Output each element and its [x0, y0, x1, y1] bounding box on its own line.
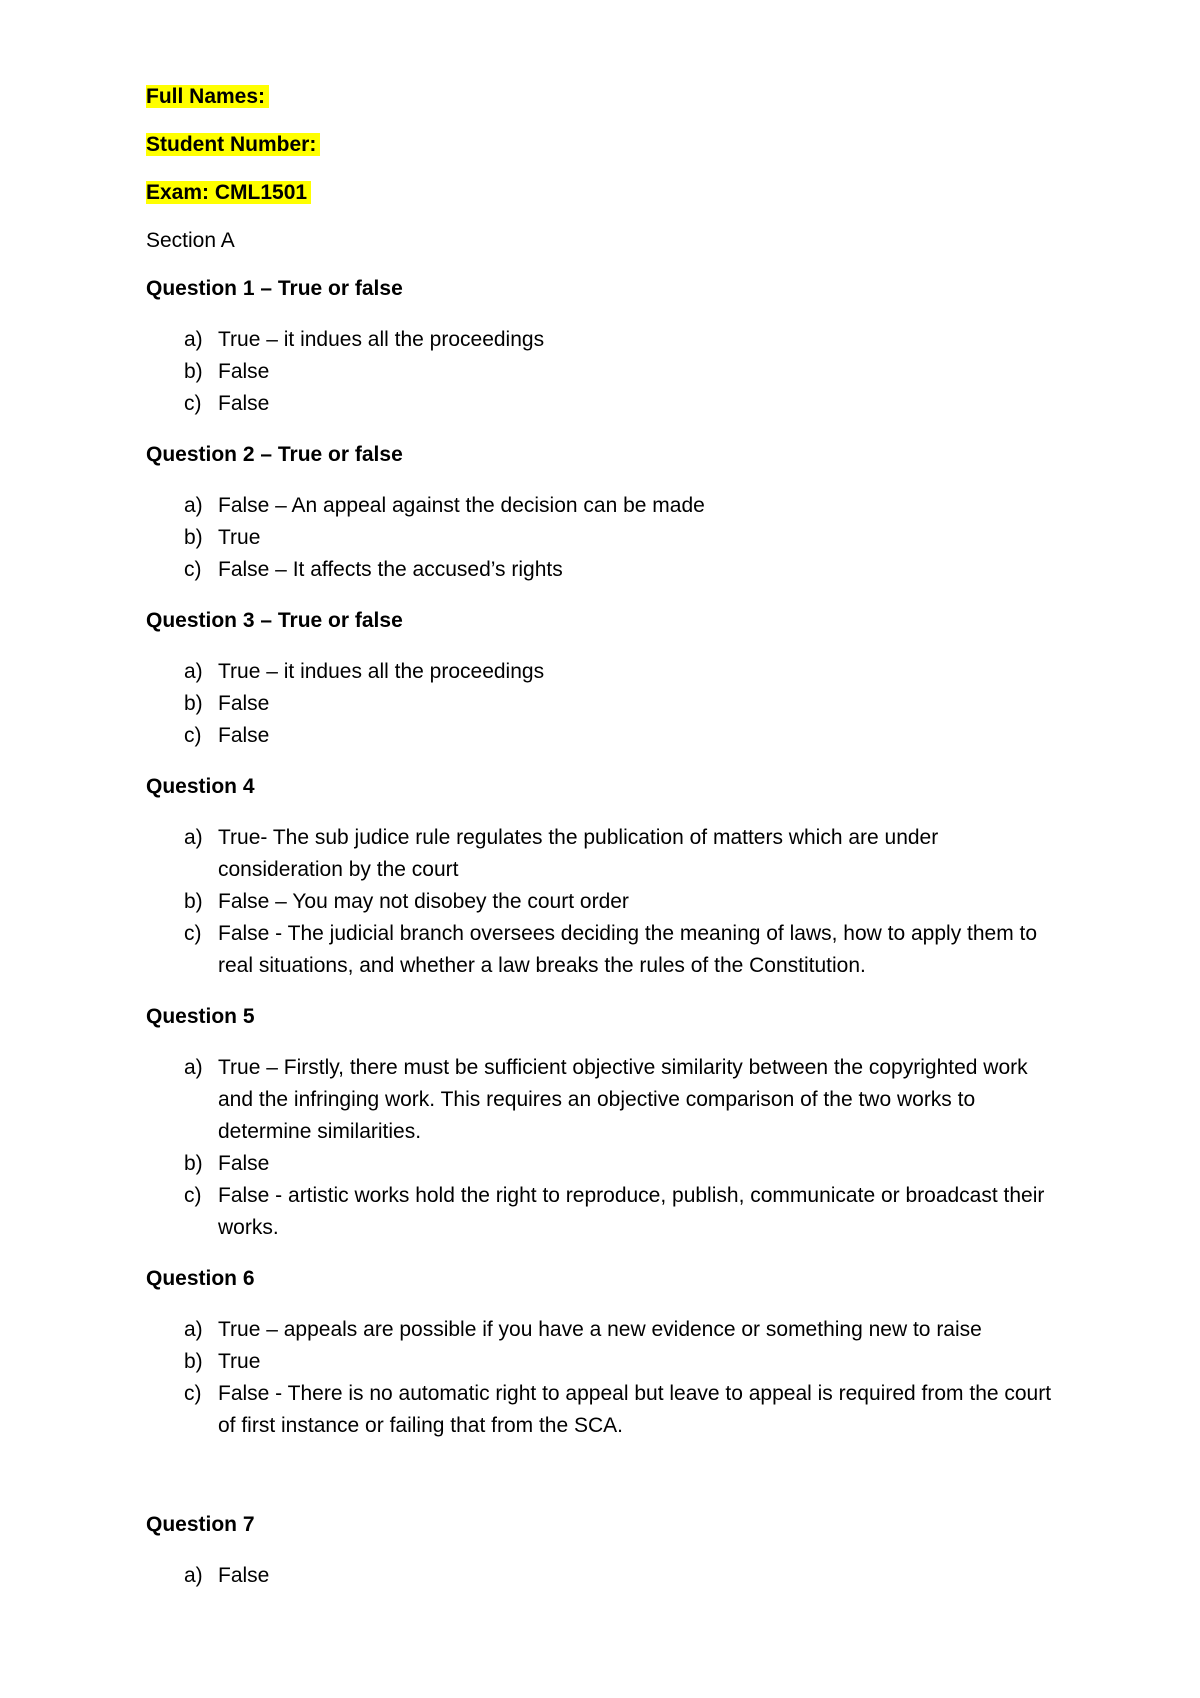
full-names-label: Full Names:: [146, 85, 269, 108]
answer-letter: a): [184, 1056, 203, 1079]
answer-letter: b): [184, 526, 203, 549]
question-title: Question 1 – True or false: [146, 277, 403, 300]
student-number-label: Student Number:: [146, 133, 320, 156]
question-title: Question 6: [146, 1267, 255, 1290]
question-title: Question 7: [146, 1513, 255, 1536]
answer-text: False – An appeal against the decision can be made: [218, 494, 705, 517]
answer-list: [146, 324, 1066, 420]
answer-list: [146, 1052, 1066, 1244]
answer-item: [146, 1180, 1066, 1244]
answer-letter: b): [184, 1350, 203, 1373]
answer-item: [146, 522, 1066, 554]
answer-text: True – it indues all the proceedings: [218, 660, 545, 683]
answer-item: [146, 1560, 1066, 1592]
answer-text: False - There is no automatic right to appeal but leave to appeal is required from the court of first instance or failing that from the SCA.: [218, 1382, 1052, 1437]
answer-item: [146, 822, 1066, 886]
answer-letter: a): [184, 1564, 203, 1587]
answer-item: [146, 918, 1066, 982]
answer-text: True – appeals are possible if you have a new evidence or something new to raise: [218, 1318, 982, 1341]
answer-item: [146, 886, 1066, 918]
student-number-line: [146, 132, 1066, 158]
answer-list: [146, 822, 1066, 982]
answer-item: [146, 490, 1066, 522]
full-names-line: [146, 84, 1066, 110]
answer-letter: b): [184, 890, 203, 913]
exam-line: [146, 180, 1066, 206]
answer-item: [146, 1052, 1066, 1148]
answer-text: False: [218, 392, 270, 415]
answer-list: [146, 656, 1066, 752]
answer-text: False – It affects the accused’s rights: [218, 558, 563, 581]
answer-item: [146, 388, 1066, 420]
question-title: Question 3 – True or false: [146, 609, 403, 632]
section-title: Section A: [146, 229, 235, 252]
document-content: [146, 84, 1066, 1614]
answer-item: [146, 1378, 1066, 1442]
answer-letter: c): [184, 1382, 202, 1405]
answer-list: [146, 490, 1066, 586]
answer-item: [146, 1346, 1066, 1378]
answer-letter: c): [184, 558, 202, 581]
answer-letter: b): [184, 1152, 203, 1175]
question-title: Question 2 – True or false: [146, 443, 403, 466]
answer-letter: c): [184, 724, 202, 747]
answer-letter: a): [184, 826, 203, 849]
answer-text: True – Firstly, there must be sufficient objective similarity between the copyrighted work and the infringing work. This requires an objective comparison of the two works to determine similarities.: [218, 1056, 1028, 1143]
answer-item: [146, 554, 1066, 586]
question-title: Question 5: [146, 1005, 255, 1028]
answer-item: [146, 324, 1066, 356]
answer-letter: c): [184, 392, 202, 415]
answer-text: False: [218, 1564, 270, 1587]
answer-item: [146, 1148, 1066, 1180]
answer-text: False: [218, 692, 270, 715]
answer-text: True- The sub judice rule regulates the publication of matters which are under consideration by the court: [218, 826, 939, 881]
answer-list: [146, 1314, 1066, 1442]
answer-text: True – it indues all the proceedings: [218, 328, 545, 351]
answer-letter: b): [184, 692, 203, 715]
answer-text: False - The judicial branch oversees deciding the meaning of laws, how to apply them to real situations, and whether a law breaks the rules of the Constitution.: [218, 922, 1038, 977]
answer-letter: a): [184, 1318, 203, 1341]
answer-text: False: [218, 360, 270, 383]
answer-list: [146, 1560, 1066, 1592]
exam-label: Exam: CML1501: [146, 181, 311, 204]
answer-letter: a): [184, 494, 203, 517]
answer-text: False – You may not disobey the court order: [218, 890, 629, 913]
answer-letter: c): [184, 922, 202, 945]
answer-text: False - artistic works hold the right to reproduce, publish, communicate or broadcast their works.: [218, 1184, 1045, 1239]
answer-text: False: [218, 724, 270, 747]
question-title: Question 4: [146, 775, 255, 798]
blank-paragraph: [146, 1464, 1066, 1512]
answer-text: True: [218, 526, 261, 549]
answer-item: [146, 356, 1066, 388]
answer-letter: b): [184, 360, 203, 383]
answer-item: [146, 720, 1066, 752]
answer-letter: a): [184, 328, 203, 351]
answer-text: True: [218, 1350, 261, 1373]
answer-item: [146, 1314, 1066, 1346]
answer-text: False: [218, 1152, 270, 1175]
answer-letter: c): [184, 1184, 202, 1207]
answer-item: [146, 656, 1066, 688]
answer-letter: a): [184, 660, 203, 683]
answer-item: [146, 688, 1066, 720]
